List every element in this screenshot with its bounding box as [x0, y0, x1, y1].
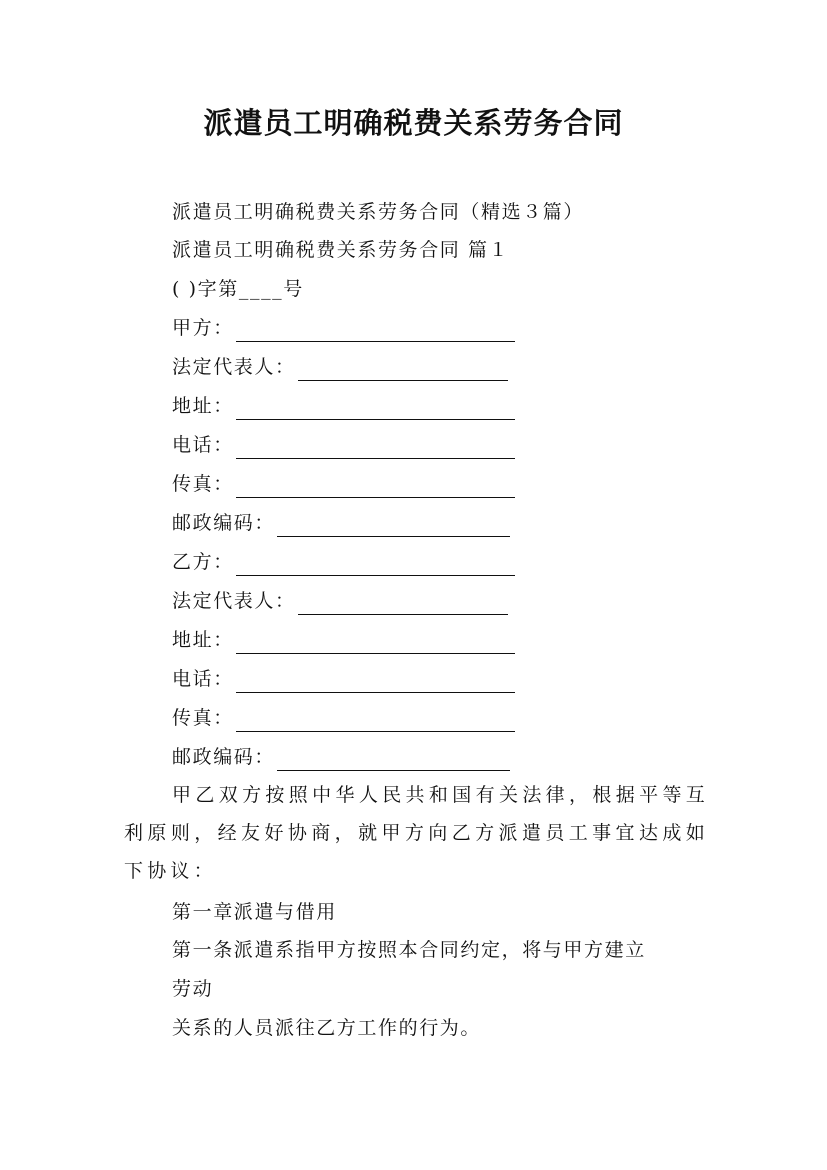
party-b-phone-label: 电话： — [172, 668, 234, 690]
document-number: ( )字第____号 — [172, 278, 304, 300]
party-a-postcode-field — [172, 509, 510, 537]
part-heading: 派遣员工明确税费关系劳务合同 篇１ — [172, 239, 510, 261]
intro-line: 派遣员工明确税费关系劳务合同（精选３篇） — [172, 201, 585, 223]
party-a-name-blank — [236, 321, 515, 342]
party-b-phone-field — [172, 665, 515, 693]
party-a-postcode-label: 邮政编码： — [172, 512, 276, 534]
party-a-postcode-blank — [277, 516, 510, 537]
party-b-postcode-label: 邮政编码： — [172, 746, 276, 768]
party-a-fax-label: 传真： — [172, 473, 234, 495]
party-b-postcode-field — [172, 743, 510, 771]
party-b-address-blank — [236, 633, 515, 654]
article-1-line-2: 劳动 — [172, 978, 214, 1000]
party-b-legal-rep-label: 法定代表人： — [172, 590, 296, 612]
party-a-fax-blank — [236, 477, 515, 498]
party-b-name-blank — [236, 555, 515, 576]
party-a-fax-field — [172, 470, 515, 498]
party-b-legal-rep-blank — [298, 594, 508, 615]
party-a-phone-blank — [236, 438, 515, 459]
party-b-legal-rep-field — [172, 587, 508, 615]
party-b-address-field — [172, 626, 515, 654]
party-b-phone-blank — [236, 672, 515, 693]
party-a-address-blank — [236, 399, 515, 420]
article-1-line-3: 关系的人员派往乙方工作的行为。 — [172, 1017, 482, 1039]
party-a-phone-field — [172, 431, 515, 459]
document-title: 派遣员工明确税费关系劳务合同 — [203, 106, 624, 140]
party-b-fax-label: 传真： — [172, 707, 234, 729]
party-a-name-field — [172, 314, 515, 342]
party-a-name-label: 甲方： — [172, 317, 234, 339]
party-b-name-label: 乙方： — [172, 551, 234, 573]
party-a-legal-rep-label: 法定代表人： — [172, 356, 296, 378]
party-a-address-field — [172, 392, 515, 420]
party-b-postcode-blank — [277, 750, 510, 771]
party-a-address-label: 地址： — [172, 395, 234, 417]
party-b-fax-blank — [236, 711, 515, 732]
party-b-fax-field — [172, 704, 515, 732]
party-a-legal-rep-field — [172, 353, 508, 381]
party-b-address-label: 地址： — [172, 629, 234, 651]
chapter-heading: 第一章派遣与借用 — [172, 901, 337, 923]
party-b-name-field — [172, 548, 515, 576]
preamble-paragraph: 甲乙双方按照中华人民共和国有关法律，根据平等互利原则，经友好协商，就甲方向乙方派遣员工事宜达成如下协议： — [124, 784, 709, 882]
party-a-phone-label: 电话： — [172, 434, 234, 456]
party-a-legal-rep-blank — [298, 360, 508, 381]
article-1-line-1: 第一条派遣系指甲方按照本合同约定，将与甲方建立 — [172, 939, 646, 961]
